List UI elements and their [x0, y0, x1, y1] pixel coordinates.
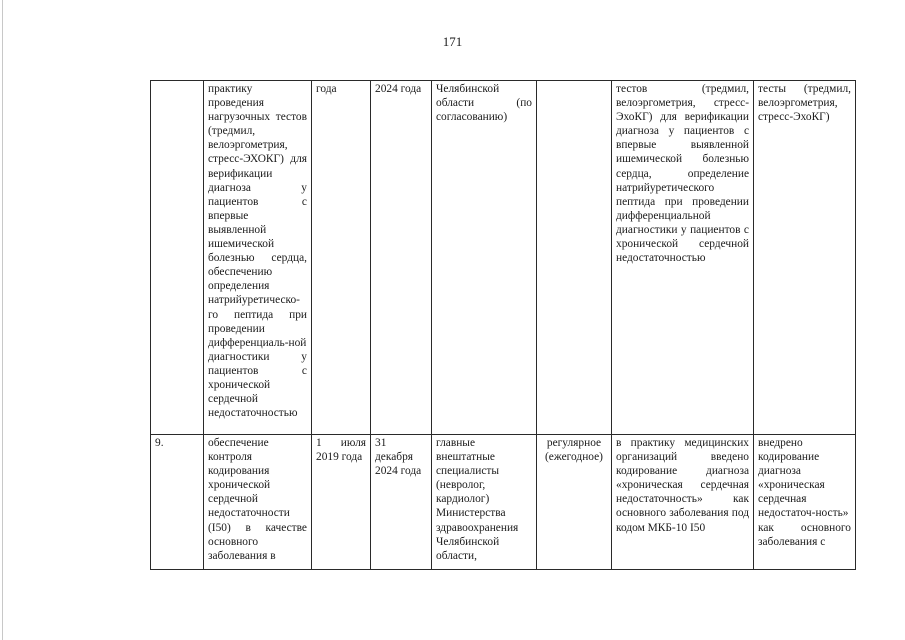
- frequency-cell: регулярное (ежегодное): [537, 435, 612, 570]
- plan-table: [150, 80, 856, 570]
- indicator-cell: внедрено кодирование диагноза «хроническая сердечная недостаточ-ность» как основного заболевания с: [754, 435, 856, 570]
- measure-cell: обеспечение контроля кодирования хронической сердечной недостаточности (I50) в качестве основного заболевания в: [204, 435, 312, 570]
- measure-cell: практику проведения нагрузочных тестов (тредмил, велоэргометрия, стресс-ЭХОКГ) для верификации диагноза у пациентов с впервые выявленной ишемической болезнью сердца, обеспечению определения натрийуретическо-го пептида при проведении дифференциаль-ной диагностики у пациентов с хронической сердечной недостаточностью: [204, 81, 312, 435]
- table-row: [151, 81, 856, 435]
- row-number-cell: [151, 81, 204, 435]
- end-date-cell: 2024 года: [371, 81, 432, 435]
- scan-edge: [2, 0, 3, 640]
- row-number-cell: 9.: [151, 435, 204, 570]
- end-date-cell: 31 декабря 2024 года: [371, 435, 432, 570]
- start-date-cell: 1 июля 2019 года: [312, 435, 371, 570]
- result-cell: тестов (тредмил, велоэргометрия, стресс-ЭхоКГ) для верификации диагноза у пациентов с впервые выявленной ишемической болезнью сердца, определение натрийуретического пептида при проведении дифференциальной диагностики у пациентов с хронической сердечной недостаточностью: [612, 81, 754, 435]
- responsible-cell: главные внештатные специалисты (невролог, кардиолог) Министерства здравоохранения Челябинской области,: [432, 435, 537, 570]
- indicator-cell: тесты (тредмил, велоэргометрия, стресс-ЭхоКГ): [754, 81, 856, 435]
- table-row: [151, 435, 856, 570]
- result-cell: в практику медицинских организаций введено кодирование диагноза «хроническая сердечная недостаточность» как основного заболевания под кодом МКБ-10 I50: [612, 435, 754, 570]
- responsible-cell: Челябинской области (по согласованию): [432, 81, 537, 435]
- frequency-cell: [537, 81, 612, 435]
- page-number: 171: [442, 34, 463, 49]
- start-date-cell: года: [312, 81, 371, 435]
